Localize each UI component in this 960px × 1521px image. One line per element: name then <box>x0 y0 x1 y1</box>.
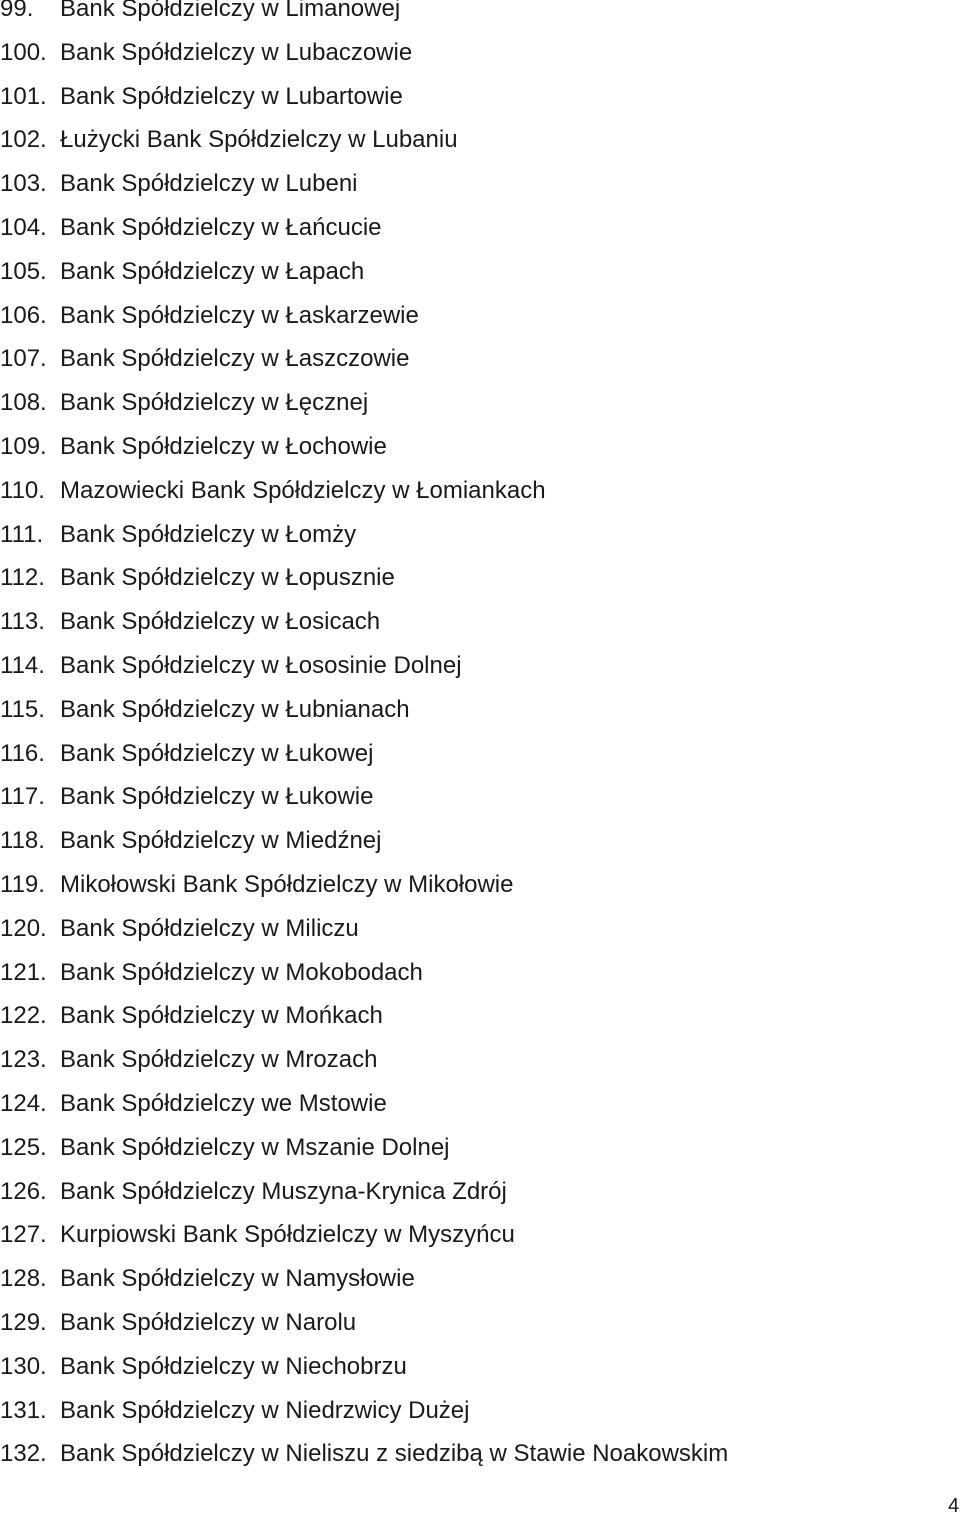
item-text: Bank Spółdzielczy w Lubaczowie <box>60 38 413 66</box>
item-text: Bank Spółdzielczy w Łosicach <box>60 608 381 636</box>
item-number: 107. <box>0 345 47 373</box>
item-text: Bank Spółdzielczy w Limanowej <box>60 0 401 22</box>
item-number: 110. <box>0 476 45 504</box>
item-number: 119. <box>0 870 45 898</box>
item-text: Bank Spółdzielczy w Łomży <box>60 520 357 548</box>
item-text: Bank Spółdzielczy w Niedrzwicy Dużej <box>60 1396 470 1424</box>
page-number: 4 <box>948 1495 960 1517</box>
item-number: 127. <box>0 1221 47 1249</box>
item-number: 108. <box>0 389 47 417</box>
item-number: 131. <box>0 1396 47 1424</box>
item-number: 126. <box>0 1177 47 1205</box>
item-text: Bank Spółdzielczy w Narolu <box>60 1308 357 1336</box>
item-number: 104. <box>0 213 47 241</box>
item-number: 100. <box>0 38 47 66</box>
item-text: Bank Spółdzielczy w Niechobrzu <box>60 1352 407 1380</box>
item-number: 128. <box>0 1265 47 1293</box>
item-number: 101. <box>0 82 47 110</box>
item-text: Bank Spółdzielczy w Łapach <box>60 257 365 285</box>
item-number: 130. <box>0 1352 47 1380</box>
item-number: 123. <box>0 1046 47 1074</box>
item-text: Mazowiecki Bank Spółdzielczy w Łomiankach <box>60 476 546 504</box>
item-text: Bank Spółdzielczy w Łopusznie <box>60 564 395 592</box>
item-number: 118. <box>0 827 45 855</box>
item-number: 115. <box>0 695 45 723</box>
item-text: Bank Spółdzielczy w Mszanie Dolnej <box>60 1133 450 1161</box>
item-number: 121. <box>0 958 47 986</box>
item-text: Bank Spółdzielczy w Łańcucie <box>60 213 382 241</box>
item-number: 116. <box>0 739 45 767</box>
item-number: 120. <box>0 914 47 942</box>
item-number: 99. <box>0 0 34 22</box>
item-number: 124. <box>0 1089 47 1117</box>
item-text: Bank Spółdzielczy w Łaszczowie <box>60 345 410 373</box>
item-number: 117. <box>0 783 45 811</box>
item-number: 105. <box>0 257 47 285</box>
item-text: Bank Spółdzielczy w Nieliszu z siedzibą w Stawie Noakowskim <box>60 1440 729 1468</box>
item-text: Bank Spółdzielczy w Mońkach <box>60 1002 383 1030</box>
item-text: Bank Spółdzielczy Muszyna-Krynica Zdrój <box>60 1177 507 1205</box>
item-text: Bank Spółdzielczy w Łukowej <box>60 739 374 767</box>
item-number: 103. <box>0 170 47 198</box>
item-text: Bank Spółdzielczy we Mstowie <box>60 1089 387 1117</box>
item-number: 114. <box>0 651 45 679</box>
item-number: 125. <box>0 1133 47 1161</box>
item-number: 111. <box>0 520 44 548</box>
item-text: Bank Spółdzielczy w Łososinie Dolnej <box>60 651 462 679</box>
item-text: Bank Spółdzielczy w Namysłowie <box>60 1265 415 1293</box>
item-number: 106. <box>0 301 47 329</box>
item-text: Bank Spółdzielczy w Mrozach <box>60 1046 378 1074</box>
item-text: Bank Spółdzielczy w Miliczu <box>60 914 359 942</box>
item-text: Bank Spółdzielczy w Łochowie <box>60 432 387 460</box>
item-text: Bank Spółdzielczy w Łęcznej <box>60 389 369 417</box>
item-text: Bank Spółdzielczy w Miedźnej <box>60 827 382 855</box>
item-number: 132. <box>0 1440 47 1468</box>
item-text: Bank Spółdzielczy w Łaskarzewie <box>60 301 419 329</box>
item-number: 112. <box>0 564 45 592</box>
item-number: 122. <box>0 1002 47 1030</box>
item-text: Bank Spółdzielczy w Łukowie <box>60 783 374 811</box>
item-text: Łużycki Bank Spółdzielczy w Lubaniu <box>60 126 458 154</box>
item-text: Bank Spółdzielczy w Lubeni <box>60 170 358 198</box>
item-number: 109. <box>0 432 47 460</box>
item-text: Bank Spółdzielczy w Mokobodach <box>60 958 423 986</box>
item-text: Mikołowski Bank Spółdzielczy w Mikołowie <box>60 870 514 898</box>
item-text: Kurpiowski Bank Spółdzielczy w Myszyńcu <box>60 1221 515 1249</box>
item-text: Bank Spółdzielczy w Łubnianach <box>60 695 410 723</box>
item-number: 102. <box>0 126 47 154</box>
item-number: 129. <box>0 1308 47 1336</box>
item-text: Bank Spółdzielczy w Lubartowie <box>60 82 403 110</box>
item-number: 113. <box>0 608 45 636</box>
